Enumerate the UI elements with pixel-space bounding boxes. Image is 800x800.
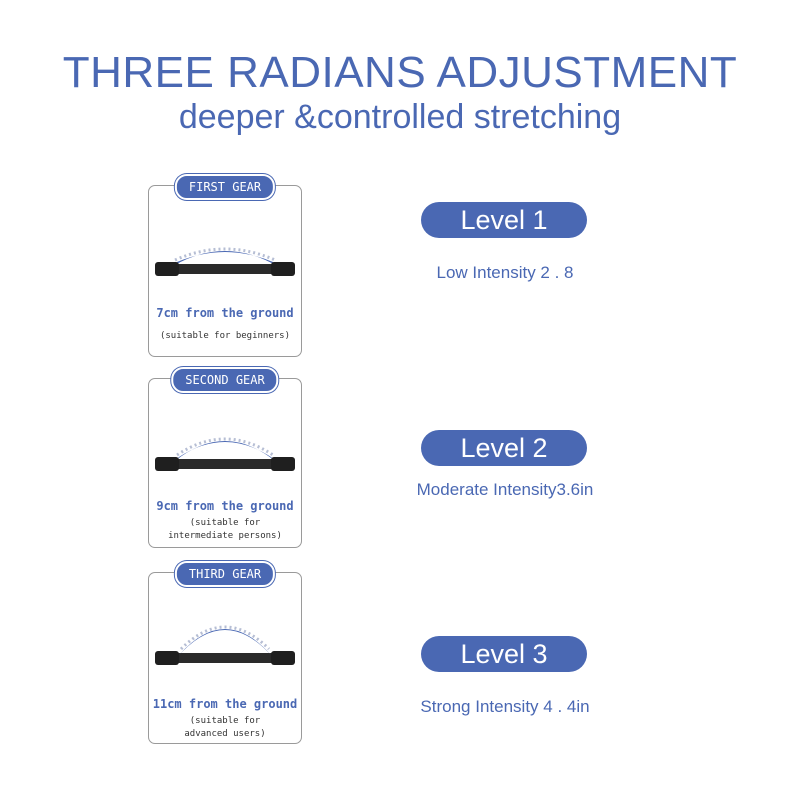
gear-note: advanced users) (184, 729, 266, 739)
stretcher-medium-image (149, 379, 301, 489)
level-2-badge: Level 2 (421, 430, 587, 466)
page-title: THREE RADIANS ADJUSTMENT (62, 48, 738, 97)
level-2-description: Moderate Intensity3.6in (416, 480, 594, 499)
gear-note: intermediate persons) (168, 531, 282, 541)
level-3-badge: Level 3 (421, 636, 587, 672)
page-subtitle: deeper &controlled stretching (178, 98, 622, 136)
level-3-description: Strong Intensity 4 . 4in (420, 697, 590, 716)
gear-distance: 9cm from the ground (156, 499, 294, 513)
first-gear-card (148, 180, 302, 357)
stretcher-low-image (149, 186, 301, 296)
gear-note: (suitable for beginners) (159, 331, 291, 341)
gear-distance: 7cm from the ground (156, 306, 294, 320)
third-gear-card (148, 567, 302, 744)
stretcher-high-image (149, 573, 301, 683)
second-gear-card (148, 373, 302, 548)
level-1-description: Low Intensity 2 . 8 (436, 263, 574, 282)
gear-note: (suitable for (189, 518, 261, 528)
gear-label: SECOND GEAR (171, 367, 278, 393)
gear-label: FIRST GEAR (175, 174, 275, 200)
level-1-badge: Level 1 (421, 202, 587, 238)
gear-label: THIRD GEAR (175, 561, 275, 587)
gear-note: (suitable for (189, 716, 261, 726)
gear-distance: 11cm from the ground (152, 697, 298, 711)
